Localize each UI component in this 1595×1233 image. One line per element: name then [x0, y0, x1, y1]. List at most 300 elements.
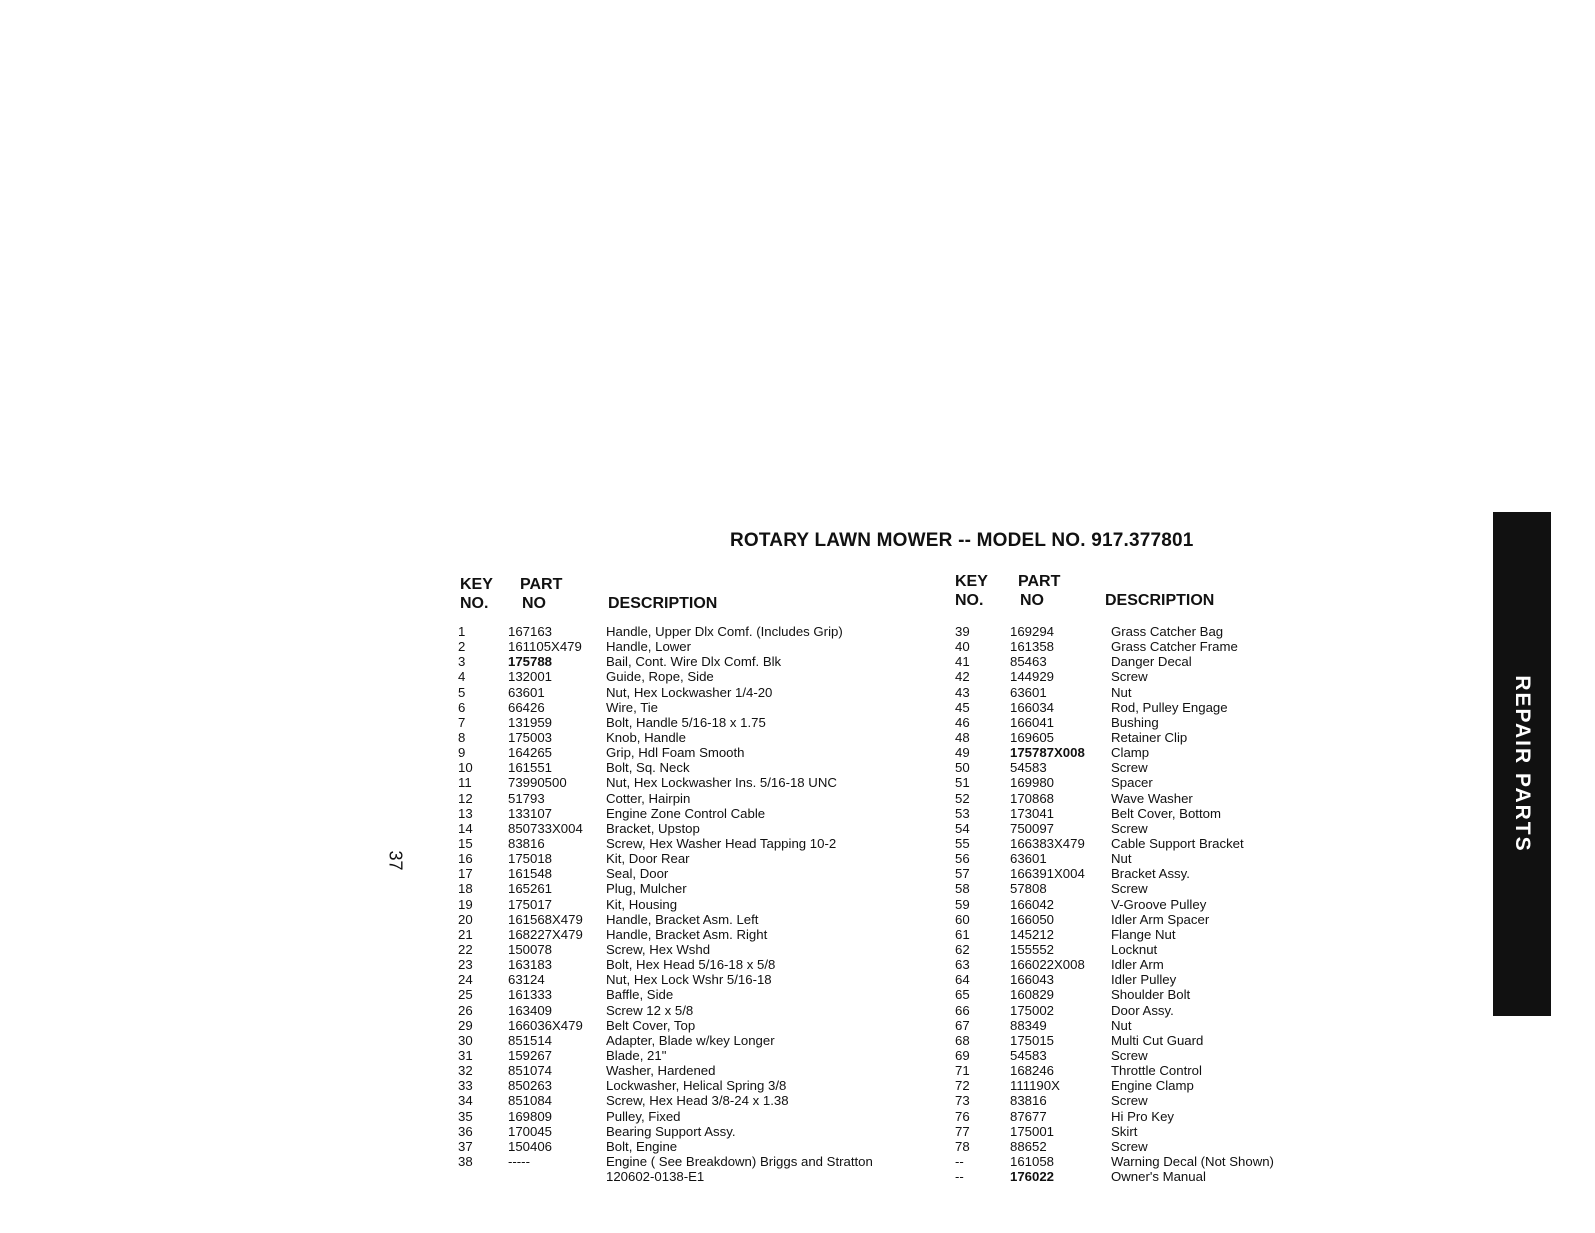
part-description: Retainer Clip	[1111, 729, 1188, 745]
table-row	[955, 836, 1274, 851]
part-description: Spacer	[1111, 775, 1153, 791]
part-number: 161105X479	[508, 639, 582, 655]
part-number: 750097	[1010, 820, 1055, 836]
key-number: 32	[458, 1063, 473, 1079]
part-number: 175002	[1010, 1002, 1055, 1018]
key-number: --	[955, 1169, 964, 1185]
part-description: Handle, Upper Dlx Comf. (Includes Grip)	[606, 624, 843, 639]
key-number: 43	[955, 684, 970, 700]
key-number: 69	[955, 1047, 970, 1063]
part-number: 175001	[1010, 1123, 1055, 1139]
part-number: 54583	[1010, 1047, 1047, 1063]
key-number: 71	[955, 1063, 970, 1079]
part-number: 160829	[1010, 987, 1055, 1003]
table-row	[456, 836, 873, 851]
key-number: 39	[955, 624, 970, 639]
part-description: Screw	[1111, 1093, 1148, 1109]
part-description: Warning Decal (Not Shown)	[1111, 1153, 1274, 1169]
key-number: 55	[955, 835, 970, 851]
table-row	[456, 821, 873, 836]
table-row	[456, 927, 873, 942]
key-number: 8	[458, 729, 466, 745]
part-description: Bolt, Hex Head 5/16-18 x 5/8	[606, 957, 776, 973]
part-description: Seal, Door	[606, 866, 669, 882]
right-part-header-line2: NO	[1020, 592, 1044, 609]
table-row	[955, 821, 1274, 836]
part-number: 166050	[1010, 911, 1055, 927]
key-number: 17	[458, 866, 473, 882]
part-number: 166391X004	[1010, 866, 1085, 882]
part-number: 168246	[1010, 1063, 1055, 1079]
part-description: Bolt, Engine	[606, 1138, 678, 1154]
table-row	[456, 1169, 873, 1184]
right-key-header	[955, 572, 988, 610]
table-row	[955, 927, 1274, 942]
part-number: 145212	[1010, 926, 1055, 942]
key-number: 13	[458, 805, 473, 821]
key-number: 41	[955, 654, 970, 670]
key-number: 14	[458, 820, 473, 836]
key-number: 16	[458, 851, 473, 867]
table-row	[955, 897, 1274, 912]
part-description: V-Groove Pulley	[1111, 896, 1207, 912]
part-number: 57808	[1010, 881, 1047, 897]
part-description: Nut, Hex Lockwasher 1/4-20	[606, 684, 773, 700]
part-description: Grip, Hdl Foam Smooth	[606, 745, 745, 761]
part-description: Bracket, Upstop	[606, 820, 700, 836]
table-row	[955, 760, 1274, 775]
part-number	[508, 1169, 606, 1184]
part-description: Bracket Assy.	[1111, 866, 1190, 882]
part-number: 161058	[1010, 1153, 1055, 1169]
key-number: 34	[458, 1093, 473, 1109]
part-number: 850263	[508, 1078, 553, 1094]
part-number: 166041	[1010, 714, 1055, 730]
part-number: 169980	[1010, 775, 1055, 791]
key-number: 77	[955, 1123, 970, 1139]
part-number: 83816	[508, 835, 545, 851]
table-row	[955, 1093, 1274, 1108]
part-number: 66426	[508, 699, 545, 715]
part-description: Bolt, Sq. Neck	[606, 760, 690, 776]
key-number: 20	[458, 911, 473, 927]
part-description: Cable Support Bracket	[1111, 835, 1244, 851]
table-row	[955, 1109, 1274, 1124]
table-row	[955, 624, 1274, 639]
part-description: Bearing Support Assy.	[606, 1123, 736, 1139]
part-number: 167163	[508, 624, 553, 639]
key-number: 26	[458, 1002, 473, 1018]
part-number: 166383X479	[1010, 835, 1085, 851]
table-row	[456, 806, 873, 821]
part-description: Wave Washer	[1111, 790, 1193, 806]
key-number: 54	[955, 820, 970, 836]
part-number: 166036X479	[508, 1017, 583, 1033]
part-number: 175788	[508, 654, 553, 670]
part-number: 51793	[508, 790, 545, 806]
key-number: 21	[458, 926, 473, 942]
part-description: Screw 12 x 5/8	[606, 1002, 694, 1018]
left-part-header-line1: PART	[520, 576, 563, 593]
part-number: 150078	[508, 941, 553, 957]
key-number: 61	[955, 926, 970, 942]
part-description: Nut	[1111, 1017, 1132, 1033]
key-number: 11	[458, 775, 472, 791]
table-row	[955, 1003, 1274, 1018]
table-row	[456, 1154, 873, 1169]
key-number: 29	[458, 1017, 473, 1033]
part-description: Screw, Hex Washer Head Tapping 10-2	[606, 835, 837, 851]
left-part-header	[520, 575, 562, 613]
part-description: Screw	[1111, 820, 1148, 836]
part-number: 88652	[1010, 1138, 1047, 1154]
part-description: Nut	[1111, 684, 1132, 700]
table-row	[456, 654, 873, 669]
table-row	[456, 760, 873, 775]
key-number	[456, 1169, 508, 1184]
table-row	[955, 685, 1274, 700]
part-description: Screw	[1111, 1047, 1148, 1063]
part-number: 165261	[508, 881, 553, 897]
part-description: Screw	[1111, 760, 1148, 776]
part-description: Danger Decal	[1111, 654, 1192, 670]
part-description: Blade, 21"	[606, 1047, 667, 1063]
part-description: Handle, Bracket Asm. Right	[606, 926, 768, 942]
key-number: 51	[955, 775, 970, 791]
part-number: 175015	[1010, 1032, 1055, 1048]
part-number: 166034	[1010, 699, 1055, 715]
table-row	[955, 912, 1274, 927]
part-number: 161551	[508, 760, 553, 776]
part-number: 168227X479	[508, 926, 583, 942]
part-description: Screw	[1111, 669, 1148, 685]
key-number: 22	[458, 941, 473, 957]
part-number: 166042	[1010, 896, 1055, 912]
part-number: 163409	[508, 1002, 553, 1018]
part-description: Guide, Rope, Side	[606, 669, 714, 685]
key-number: 53	[955, 805, 970, 821]
key-number: 73	[955, 1093, 970, 1109]
key-number: 24	[458, 972, 473, 988]
part-number: 73990500	[508, 775, 567, 791]
part-description: Bail, Cont. Wire Dlx Comf. Blk	[606, 654, 782, 670]
table-row	[456, 987, 873, 1002]
table-row	[955, 654, 1274, 669]
table-row	[456, 1093, 873, 1108]
part-description: Belt Cover, Bottom	[1111, 805, 1221, 821]
part-number: 169809	[508, 1108, 553, 1124]
table-row	[955, 942, 1274, 957]
part-description: Belt Cover, Top	[606, 1017, 696, 1033]
key-number: 15	[458, 835, 473, 851]
table-row	[456, 639, 873, 654]
table-row	[456, 866, 873, 881]
key-number: 63	[955, 957, 970, 973]
part-number: 170868	[1010, 790, 1055, 806]
key-number: 67	[955, 1017, 970, 1033]
part-number: 87677	[1010, 1108, 1047, 1124]
table-row	[456, 1078, 873, 1093]
part-description: Cotter, Hairpin	[606, 790, 691, 806]
table-row	[456, 1003, 873, 1018]
part-description: Handle, Bracket Asm. Left	[606, 911, 759, 927]
table-row	[955, 791, 1274, 806]
part-number: 150406	[508, 1138, 553, 1154]
part-number: 176022	[1010, 1169, 1055, 1185]
table-row	[456, 700, 873, 715]
part-description: Throttle Control	[1111, 1063, 1202, 1079]
table-row	[456, 1033, 873, 1048]
table-row	[456, 881, 873, 896]
part-number: -----	[508, 1153, 530, 1169]
part-number: 169605	[1010, 729, 1055, 745]
key-number: 64	[955, 972, 970, 988]
table-row	[456, 715, 873, 730]
part-number: 161333	[508, 987, 553, 1003]
left-description-header: DESCRIPTION	[608, 595, 718, 612]
right-key-header-line1: KEY	[955, 573, 988, 590]
table-row	[456, 1048, 873, 1063]
part-number: 85463	[1010, 654, 1047, 670]
key-number: 78	[955, 1138, 970, 1154]
left-key-header-line1: KEY	[460, 576, 493, 593]
key-number: 25	[458, 987, 473, 1003]
part-number: 155552	[1010, 941, 1055, 957]
table-row	[955, 1048, 1274, 1063]
page-title: ROTARY LAWN MOWER -- MODEL NO. 917.377801	[730, 530, 1194, 551]
table-row	[456, 624, 873, 639]
part-description: Bolt, Handle 5/16-18 x 1.75	[606, 714, 766, 730]
table-row	[456, 942, 873, 957]
table-row	[456, 912, 873, 927]
part-description: Nut, Hex Lock Wshr 5/16-18	[606, 972, 772, 988]
key-number: 5	[458, 684, 466, 700]
table-row	[456, 851, 873, 866]
key-number: 35	[458, 1108, 473, 1124]
part-description: Bushing	[1111, 714, 1159, 730]
part-number: 175787X008	[1010, 745, 1085, 761]
key-number: 56	[955, 851, 970, 867]
part-description: Plug, Mulcher	[606, 881, 687, 897]
table-row	[456, 897, 873, 912]
part-description: Engine Zone Control Cable	[606, 805, 766, 821]
part-number: 170045	[508, 1123, 553, 1139]
table-row	[456, 1018, 873, 1033]
key-number: --	[955, 1153, 964, 1169]
part-description: Nut, Hex Lockwasher Ins. 5/16-18 UNC	[606, 775, 837, 791]
part-number: 132001	[508, 669, 553, 685]
part-description: Grass Catcher Bag	[1111, 624, 1224, 639]
part-description: Pulley, Fixed	[606, 1108, 681, 1124]
part-description: Idler Arm	[1111, 957, 1164, 973]
right-description-header: DESCRIPTION	[1105, 592, 1215, 609]
part-description: Rod, Pulley Engage	[1111, 699, 1228, 715]
part-description: Wire, Tie	[606, 699, 659, 715]
key-number: 3	[458, 654, 466, 670]
part-description: Screw, Hex Head 3/8-24 x 1.38	[606, 1093, 789, 1109]
key-number: 72	[955, 1078, 970, 1094]
part-description: Screw	[1111, 1138, 1148, 1154]
part-number: 159267	[508, 1047, 553, 1063]
table-row	[456, 791, 873, 806]
key-number: 18	[458, 881, 473, 897]
part-number: 63601	[1010, 684, 1047, 700]
right-key-header-line2: NO.	[955, 592, 984, 609]
table-row	[955, 730, 1274, 745]
table-row	[955, 1124, 1274, 1139]
table-row	[955, 1139, 1274, 1154]
part-number: 175017	[508, 896, 553, 912]
table-row	[955, 866, 1274, 881]
table-row	[456, 957, 873, 972]
table-row	[456, 1109, 873, 1124]
table-row	[955, 745, 1274, 760]
key-number: 60	[955, 911, 970, 927]
part-description: Kit, Housing	[606, 896, 678, 912]
key-number: 1	[458, 624, 466, 639]
part-description: Lockwasher, Helical Spring 3/8	[606, 1078, 787, 1094]
left-part-header-line2: NO	[522, 595, 546, 612]
part-description: Knob, Handle	[606, 729, 686, 745]
part-number: 83816	[1010, 1093, 1047, 1109]
key-number: 42	[955, 669, 970, 685]
table-row	[456, 1063, 873, 1078]
table-row	[456, 745, 873, 760]
part-number: 850733X004	[508, 820, 583, 836]
key-number: 7	[458, 714, 466, 730]
page-number: 37	[385, 850, 406, 871]
repair-parts-tab-label: REPAIR PARTS	[1511, 675, 1534, 853]
key-number: 30	[458, 1032, 473, 1048]
part-description: Shoulder Bolt	[1111, 987, 1191, 1003]
key-number: 46	[955, 714, 970, 730]
part-number: 161548	[508, 866, 553, 882]
part-number: 164265	[508, 745, 553, 761]
part-number: 63601	[1010, 851, 1047, 867]
part-description: Flange Nut	[1111, 926, 1176, 942]
key-number: 59	[955, 896, 970, 912]
key-number: 10	[458, 760, 473, 776]
key-number: 45	[955, 699, 970, 715]
key-number: 49	[955, 745, 970, 761]
part-number: 131959	[508, 714, 553, 730]
table-row	[955, 639, 1274, 654]
part-number: 163183	[508, 957, 553, 973]
part-number: 173041	[1010, 805, 1055, 821]
key-number: 40	[955, 639, 970, 655]
part-number: 166022X008	[1010, 957, 1085, 973]
part-number: 63124	[508, 972, 545, 988]
key-number: 50	[955, 760, 970, 776]
table-row	[955, 987, 1274, 1002]
key-number: 52	[955, 790, 970, 806]
right-part-header	[1018, 572, 1060, 610]
part-description: Engine Clamp	[1111, 1078, 1194, 1094]
key-number: 62	[955, 941, 970, 957]
part-description: Clamp	[1111, 745, 1150, 761]
table-row	[456, 730, 873, 745]
part-description: Door Assy.	[1111, 1002, 1174, 1018]
table-row	[955, 851, 1274, 866]
left-key-header	[460, 575, 493, 613]
table-row	[955, 1018, 1274, 1033]
key-number: 36	[458, 1123, 473, 1139]
part-description: Screw	[1111, 881, 1148, 897]
part-number: 166043	[1010, 972, 1055, 988]
key-number: 2	[458, 639, 466, 655]
table-row	[955, 957, 1274, 972]
key-number: 76	[955, 1108, 970, 1124]
table-row	[955, 1033, 1274, 1048]
table-row	[456, 972, 873, 987]
part-number: 63601	[508, 684, 545, 700]
part-number: 851074	[508, 1063, 553, 1079]
part-number: 175003	[508, 729, 553, 745]
key-number: 58	[955, 881, 970, 897]
table-row	[456, 669, 873, 684]
key-number: 38	[458, 1153, 473, 1169]
key-number: 12	[458, 790, 473, 806]
table-row	[456, 775, 873, 790]
key-number: 57	[955, 866, 970, 882]
table-row	[955, 669, 1274, 684]
table-row	[955, 1063, 1274, 1078]
table-row	[456, 1124, 873, 1139]
part-number: 111190X	[1010, 1078, 1060, 1094]
left-key-header-line2: NO.	[460, 595, 489, 612]
part-number: 54583	[1010, 760, 1047, 776]
key-number: 48	[955, 729, 970, 745]
table-row	[955, 972, 1274, 987]
part-description: Idler Arm Spacer	[1111, 911, 1210, 927]
key-number: 4	[458, 669, 466, 685]
key-number: 68	[955, 1032, 970, 1048]
part-description: Idler Pulley	[1111, 972, 1177, 988]
part-description: Screw, Hex Wshd	[606, 941, 711, 957]
key-number: 6	[458, 699, 466, 715]
right-parts-list	[955, 624, 1274, 1184]
part-description: Locknut	[1111, 941, 1158, 957]
table-row	[456, 685, 873, 700]
key-number: 31	[458, 1047, 473, 1063]
part-description: Handle, Lower	[606, 639, 692, 655]
key-number: 33	[458, 1078, 473, 1094]
part-number: 175018	[508, 851, 553, 867]
part-description: Multi Cut Guard	[1111, 1032, 1204, 1048]
table-row	[955, 775, 1274, 790]
part-number: 161568X479	[508, 911, 583, 927]
key-number: 19	[458, 896, 473, 912]
right-part-header-line1: PART	[1018, 573, 1061, 590]
part-number: 851514	[508, 1032, 553, 1048]
table-row	[955, 1078, 1274, 1093]
part-description: Hi Pro Key	[1111, 1108, 1175, 1124]
part-number: 144929	[1010, 669, 1055, 685]
key-number: 9	[458, 745, 466, 761]
left-parts-list	[456, 624, 873, 1184]
part-description: Engine ( See Breakdown) Briggs and Stratton	[606, 1153, 873, 1169]
part-description: Adapter, Blade w/key Longer	[606, 1032, 775, 1048]
part-number: 851084	[508, 1093, 553, 1109]
part-description: Grass Catcher Frame	[1111, 639, 1238, 655]
part-description: Kit, Door Rear	[606, 851, 690, 867]
part-number: 169294	[1010, 624, 1055, 639]
key-number: 65	[955, 987, 970, 1003]
table-row	[955, 881, 1274, 896]
part-number: 161358	[1010, 639, 1055, 655]
part-number: 133107	[508, 805, 553, 821]
table-row	[955, 1154, 1274, 1169]
